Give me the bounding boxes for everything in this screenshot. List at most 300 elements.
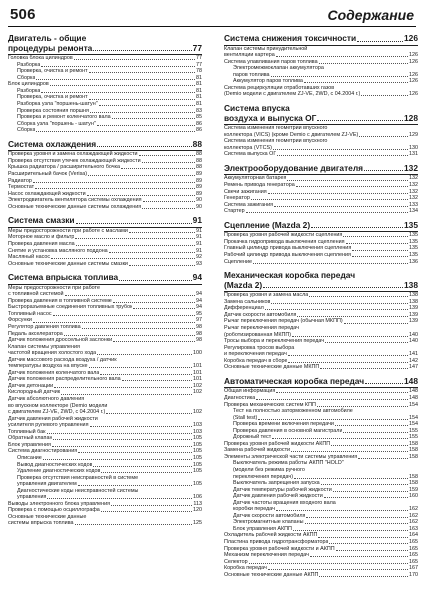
entry-title: (Stall test) [233,414,258,421]
dot-leader [329,543,408,544]
dot-leader [253,263,408,264]
toc-section-heading[interactable] [8,273,202,285]
entry-title: Система рециркуляции отработавших газов [224,84,335,91]
entry-title: Моторное масло и фильтр [8,234,75,241]
toc-section-heading[interactable] [8,34,202,55]
entry-title: Блок управления АКПП [233,525,292,532]
entry-title: Селектор [224,558,248,565]
entry-title: Тест на полностью заторможенном автомобиле [233,408,353,415]
entry-page-number: 92 [196,254,202,261]
entry-title: Проверка давления в основной магистрали [233,427,343,434]
dot-leader [97,125,195,126]
dot-leader [76,223,192,224]
entry-title: Проверка состояния поршня [17,107,89,114]
entry-title: Масляный насос [8,254,51,261]
dot-leader [324,497,408,498]
dot-leader [294,478,408,479]
entry-title: Проверка и ремонт коленчатого вала [17,114,111,121]
section-title: Система впуска [224,102,290,113]
entry-page-number: 91 [196,240,202,247]
entry-page-number: 89 [196,184,202,191]
entry-title: Электромежмоклапан аккумулятора [233,65,324,72]
entry-title: Главный цилиндр привода выключения сцепления [224,245,352,252]
dot-leader [53,315,195,316]
dot-leader [352,250,408,251]
dot-leader [143,201,195,202]
entry-title: Проверка уровня и замена охлаждающей жидкости [8,151,138,158]
entry-page-number: 126 [409,52,418,59]
entry-page-number: 165 [409,558,418,565]
dot-leader [113,341,195,342]
entry-title: Основные технические данные МКПП [224,364,320,371]
entry-title: коллектора (VICS) (кроме Demio с двигателем ZJ-VE) [224,131,359,138]
entry-page-number: 100 [193,350,202,357]
entry-title: Коробка передач [224,565,267,572]
dot-leader [317,406,408,407]
entry-page-number: 105 [193,454,202,461]
entry-title: Охладитель рабочей жидкости АКПП [224,532,318,539]
dot-leader [129,232,195,233]
toc-section-heading[interactable] [224,164,418,176]
entry-page-number: 90 [196,197,202,204]
entry-title: Клапан системы принудительной [224,45,308,52]
entry-page-number: 91 [196,247,202,254]
toc-entry[interactable] [224,208,418,215]
entry-title: Диагностика [224,394,256,401]
dot-leader [271,303,408,304]
entry-page-number: 170 [409,571,418,578]
dot-leader [142,208,195,209]
entry-page-number: 102 [193,382,202,389]
entry-page-number: 136 [409,258,418,265]
page-number: 506 [10,6,36,23]
entry-title: Меры предосторожности при работе [8,284,100,291]
toc-entry[interactable] [8,520,202,527]
dot-leader [357,41,403,42]
entry-page-number: 103 [193,428,202,435]
dot-leader [292,336,408,337]
entry-title: Сборка [17,74,36,81]
dot-leader [142,162,195,163]
entry-page-number: 105 [193,448,202,455]
entry-page-number: 94 [196,291,202,298]
dot-leader [274,206,408,207]
entry-page-number: 159 [409,486,418,493]
entry-title: Проверка, очистка и ремонт [17,68,88,75]
entry-page-number: 120 [193,507,202,514]
section-title: Система охлаждения [8,138,97,149]
dot-leader [65,295,195,296]
toc-section-heading[interactable] [224,271,418,292]
entry-title: Проверка с помощью осциллографа [8,507,100,514]
entry-title: частотой вращения холостого хода [8,350,97,357]
dot-leader [121,168,195,169]
dot-leader [93,466,192,467]
dot-leader [319,63,408,64]
toc-entry[interactable] [224,572,418,579]
dot-leader [297,316,408,317]
entry-title: Топливный бак [8,428,46,435]
entry-title: Электромагнитные клапаны [233,519,304,526]
entry-title: Сборка [17,127,36,134]
entry-page-number: 135 [409,252,418,258]
entry-title: Головка блока цилиндров [8,55,73,62]
entry-page-number: 165 [409,552,418,559]
entry-page-number: 158 [409,480,418,487]
section-page-number: 88 [192,138,202,149]
dot-leader [89,99,195,100]
entry-title: Проверка отсутствия утечек охлаждающей жидкости [8,157,141,164]
toc-column-right [224,34,418,578]
entry-title: Выводы электронного блока управления [8,500,111,507]
entry-title: вентиляции картера [224,52,275,59]
dot-leader [288,355,408,356]
dot-leader [41,92,195,93]
dot-leader [331,445,408,446]
dot-leader [358,458,408,459]
entry-page-number: 162 [409,519,418,526]
toc-section-heading[interactable] [224,104,418,125]
entry-title: Блок управления [8,441,51,448]
dot-leader [113,302,195,303]
entry-page-number: 113 [193,500,202,507]
entry-title: (роботизированная МКПП) [224,331,292,338]
entry-title: Снятие и установка масляного поддона [8,247,108,254]
entry-page-number: 125 [193,520,202,527]
entry-title: Датчик положения распределительного вала [8,376,121,383]
entry-title: Сцепление [224,258,252,265]
dot-leader [74,59,195,60]
entry-title: Основные технические данные [8,513,87,520]
entry-title: Рычаг переключения передач [224,325,299,332]
entry-page-number: 148 [409,388,418,395]
entry-page-number: 126 [409,91,418,98]
toc-entry[interactable] [224,91,418,98]
dot-leader [291,451,408,452]
entry-page-number: 89 [196,177,202,184]
dot-leader [276,392,408,393]
entry-page-number: 102 [193,389,202,396]
dot-leader [33,322,195,323]
dot-leader [333,491,408,492]
entry-title: Форсунки [8,317,32,324]
entry-page-number: 148 [409,394,418,401]
entry-title: Проверка давления в топливной системе [8,297,112,304]
section-title: Автоматическая коробка передач [224,375,365,386]
entry-page-number: 95 [196,310,202,317]
entry-title: системы впрыска топлива [8,520,74,527]
dot-leader [139,155,196,156]
entry-page-number: 134 [409,208,418,215]
entry-title: Кислородный датчик [8,389,61,396]
entry-page-number: 86 [196,120,202,127]
section-title: воздуха и выпуска ОГ [224,112,317,123]
entry-title: Датчик частоты вращения входного вала [233,499,336,506]
dot-leader [346,243,408,244]
section-title: Система снижения токсичности [224,33,357,43]
dot-leader [287,180,408,181]
dot-leader [268,569,408,570]
entry-title: Датчик положения коленчатого вала [8,369,100,376]
entry-title: с двигателем ZJ-VE, 2WD, с 04.2004 г.) [8,409,106,416]
entry-page-number: 77 [196,61,202,68]
entry-page-number: 135 [409,232,418,239]
toc-entry[interactable] [224,364,418,371]
entry-page-number: 94 [196,304,202,311]
entry-title: переключения передач) [233,473,294,480]
entry-title: Свечи зажигания [224,188,267,195]
dot-leader [78,452,192,453]
entry-title: Клапан системы управления [8,343,80,350]
entry-page-number: 132 [409,188,418,195]
entry-title: и переключения передач [224,351,287,358]
dot-leader [273,149,408,150]
dot-leader [99,105,195,106]
entry-page-number: 88 [196,157,202,164]
dot-leader [76,245,195,246]
entry-title: Коробка передач в сборе [224,357,288,364]
entry-page-number: 91 [196,227,202,234]
entry-page-number: 101 [193,369,202,376]
entry-page-number: 81 [196,87,202,94]
dot-leader [101,472,192,473]
toc-section-heading[interactable] [8,140,202,152]
entry-page-number: 138 [409,298,418,305]
entry-page-number: 133 [409,201,418,208]
entry-title: Общая информация [224,388,276,395]
section-page-number: 135 [404,219,418,230]
entry-title: Проверка уровня и замена масла [224,292,309,299]
entry-title: коробки передач [233,506,275,513]
toc-entry[interactable] [8,127,202,134]
entry-page-number: 141 [409,351,418,358]
entry-page-number: 129 [409,131,418,138]
entry-page-number: 139 [409,318,418,325]
entry-title: Рабочий цилиндр привода выключения сцепления [224,252,351,258]
entry-title: Регулировка тросов выбора [224,344,295,351]
entry-page-number: 158 [409,447,418,454]
dot-leader [112,118,195,119]
entry-page-number: 77 [196,55,202,62]
toc-entry[interactable] [8,261,202,268]
entry-title: Система улавливания паров топлива [224,58,318,65]
dot-leader [52,446,192,447]
dot-leader [364,170,403,171]
entry-page-number: 140 [409,331,418,338]
toc-section-heading[interactable] [224,221,418,233]
entry-title: Разборка узла "поршень-шатун" [17,101,98,108]
dot-leader [33,182,195,183]
entry-title: Система зажигания [224,201,274,208]
entry-page-number: 90 [196,203,202,210]
entry-title: Проверка давления масла [8,240,75,247]
entry-title: Рычаг переключения передач (обычная МКПП) [224,318,343,325]
entry-page-number: 102 [193,409,202,416]
dot-leader [265,309,408,310]
entry-page-number: 139 [409,305,418,312]
entry-page-number: 105 [193,435,202,442]
dot-leader [256,399,408,400]
dot-leader [36,131,195,132]
dot-leader [75,524,193,525]
toc-column-left [8,34,202,527]
dot-leader [325,342,408,343]
dot-leader [82,328,195,329]
toc-entry[interactable] [224,151,418,158]
entry-page-number: 101 [193,363,202,370]
entry-title: Стартер [224,208,245,215]
entry-page-number: 105 [193,441,202,448]
entry-title: Пластина привода гидротрансформатора [224,539,329,546]
dot-leader [122,380,192,381]
entry-title: Датчик детонации [8,382,54,389]
entry-page-number: 98 [196,330,202,337]
entry-title: Регулятор давления топлива [8,324,81,331]
section-title: процедуры ремонта [8,42,93,53]
dot-leader [93,50,191,51]
entry-page-number: 158 [409,440,418,447]
entry-title: Сборка узла "поршень - шатун" [17,120,96,127]
entry-title: Элементы электрической части системы управления [224,453,358,460]
entry-title: Проверка отсутствия неисправностей в системе [17,474,139,481]
toc-entry[interactable] [224,259,418,266]
dot-leader [129,265,195,266]
entry-page-number: 135 [409,238,418,245]
section-title: Двигатель - общие [8,33,87,43]
entry-title: Проверка уровня рабочей жидкости и АКПП [224,545,335,552]
entry-page-number: 88 [196,151,202,158]
dot-leader [344,323,408,324]
entry-page-number: 138 [409,292,418,299]
entry-page-number: 98 [196,324,202,331]
toc-section-heading[interactable] [224,377,418,389]
entry-page-number: 162 [409,506,418,513]
entry-page-number: 81 [196,74,202,81]
page-header [8,4,416,27]
section-title: Система смазки [8,215,75,226]
dot-leader [61,394,192,395]
toc-entry[interactable] [8,204,202,211]
dot-leader [75,238,195,239]
section-page-number: 138 [404,279,418,290]
entry-page-number: 105 [193,461,202,468]
entry-title: Основные технические данные системы смазки [8,260,128,267]
entry-title: Описание [17,454,42,461]
dot-leader [359,136,408,137]
entry-title: Дорожный тест [233,434,272,441]
entry-page-number: 158 [409,453,418,460]
dot-leader [90,426,193,427]
entry-title: Насос охлаждающей жидкости [8,190,86,197]
entry-title: Разборка [17,87,41,94]
dot-leader [36,79,195,80]
entry-page-number: 132 [409,182,418,189]
entry-title: во впускном коллекторе (Demio модели [8,402,108,409]
section-page-number: 126 [404,33,418,43]
entry-page-number: 126 [409,71,418,78]
dot-leader [119,280,191,281]
entry-page-number: 164 [409,532,418,539]
entry-page-number: 105 [193,481,202,488]
entry-page-number: 167 [409,565,418,572]
entry-page-number: 89 [196,170,202,177]
dot-leader [41,66,195,67]
entry-title: с топливной системой [8,291,64,298]
entry-title: коллектора (VTCS) [224,144,272,151]
entry-title: Проверка, очистка и ремонт [17,94,88,101]
dot-leader [352,256,408,257]
dot-leader [100,374,192,375]
toc-section-heading[interactable] [224,34,418,46]
entry-page-number: 142 [409,357,418,364]
dot-leader [361,95,408,96]
entry-page-number: 86 [196,127,202,134]
entry-title: Проверка уровня рабочей жидкости сцепления [224,232,343,239]
dot-leader [97,146,192,147]
dot-leader [305,523,408,524]
toc-section-heading[interactable] [8,216,202,228]
entry-title: Меры предосторожности при работе с маслами [8,227,128,234]
entry-page-number: 154 [409,401,418,408]
entry-page-number: 132 [409,195,418,202]
entry-title: Проверка уровня рабочей жидкости АКПП [224,440,331,447]
entry-title: Датчик скорости автомобиля [224,311,297,318]
dot-leader [35,188,195,189]
dot-leader [318,537,408,538]
entry-title: Система изменения геометрии впускного [224,138,328,145]
entry-title: Система изменения геометрии впускного [224,125,328,132]
entry-title: Аккумулятор паров топлива [233,78,303,85]
entry-page-number: 81 [196,101,202,108]
entry-title: Датчик положения дроссельной заслонки [8,337,113,344]
entry-page-number: 132 [409,175,418,182]
section-title: Сцепление (Mazda 2) [224,219,311,230]
entry-title: температуры воздуха на впуске [8,363,88,370]
dot-leader [263,287,403,288]
entry-title: управления [17,494,47,501]
entry-title: Крышка радиатора / расширительного бочка [8,164,121,171]
dot-leader [317,120,403,121]
dot-leader [311,227,403,228]
section-page-number: 128 [404,112,418,123]
entry-title: Педаль акселератора [8,330,63,337]
entry-page-number: 155 [409,434,418,441]
entry-page-number: 85 [196,114,202,121]
entry-page-number: 103 [193,422,202,429]
entry-page-number: 139 [409,311,418,318]
dot-leader [343,236,408,237]
entry-title: Топливный насос [8,310,52,317]
section-page-number: 77 [192,42,202,53]
dot-leader [51,258,195,259]
dot-leader [319,576,408,577]
entry-page-number: 101 [193,376,202,383]
entry-title: Проверка механических систем КПП [224,401,316,408]
page-title: Содержание [327,7,414,23]
entry-page-number: 126 [409,78,418,85]
entry-page-number: 147 [409,364,418,371]
dot-leader [106,413,192,414]
dot-leader [276,510,408,511]
entry-title: усилителя рулевого управления [8,422,89,429]
entry-title: Датчик массового расхода воздуха / датчик [8,356,117,363]
dot-leader [258,419,408,420]
dot-leader [293,530,408,531]
entry-page-number: 162 [409,512,418,519]
entry-title: Радиатор [8,177,32,184]
section-title: Система впрыска топлива [8,272,119,283]
entry-title: Генератор [224,195,250,202]
